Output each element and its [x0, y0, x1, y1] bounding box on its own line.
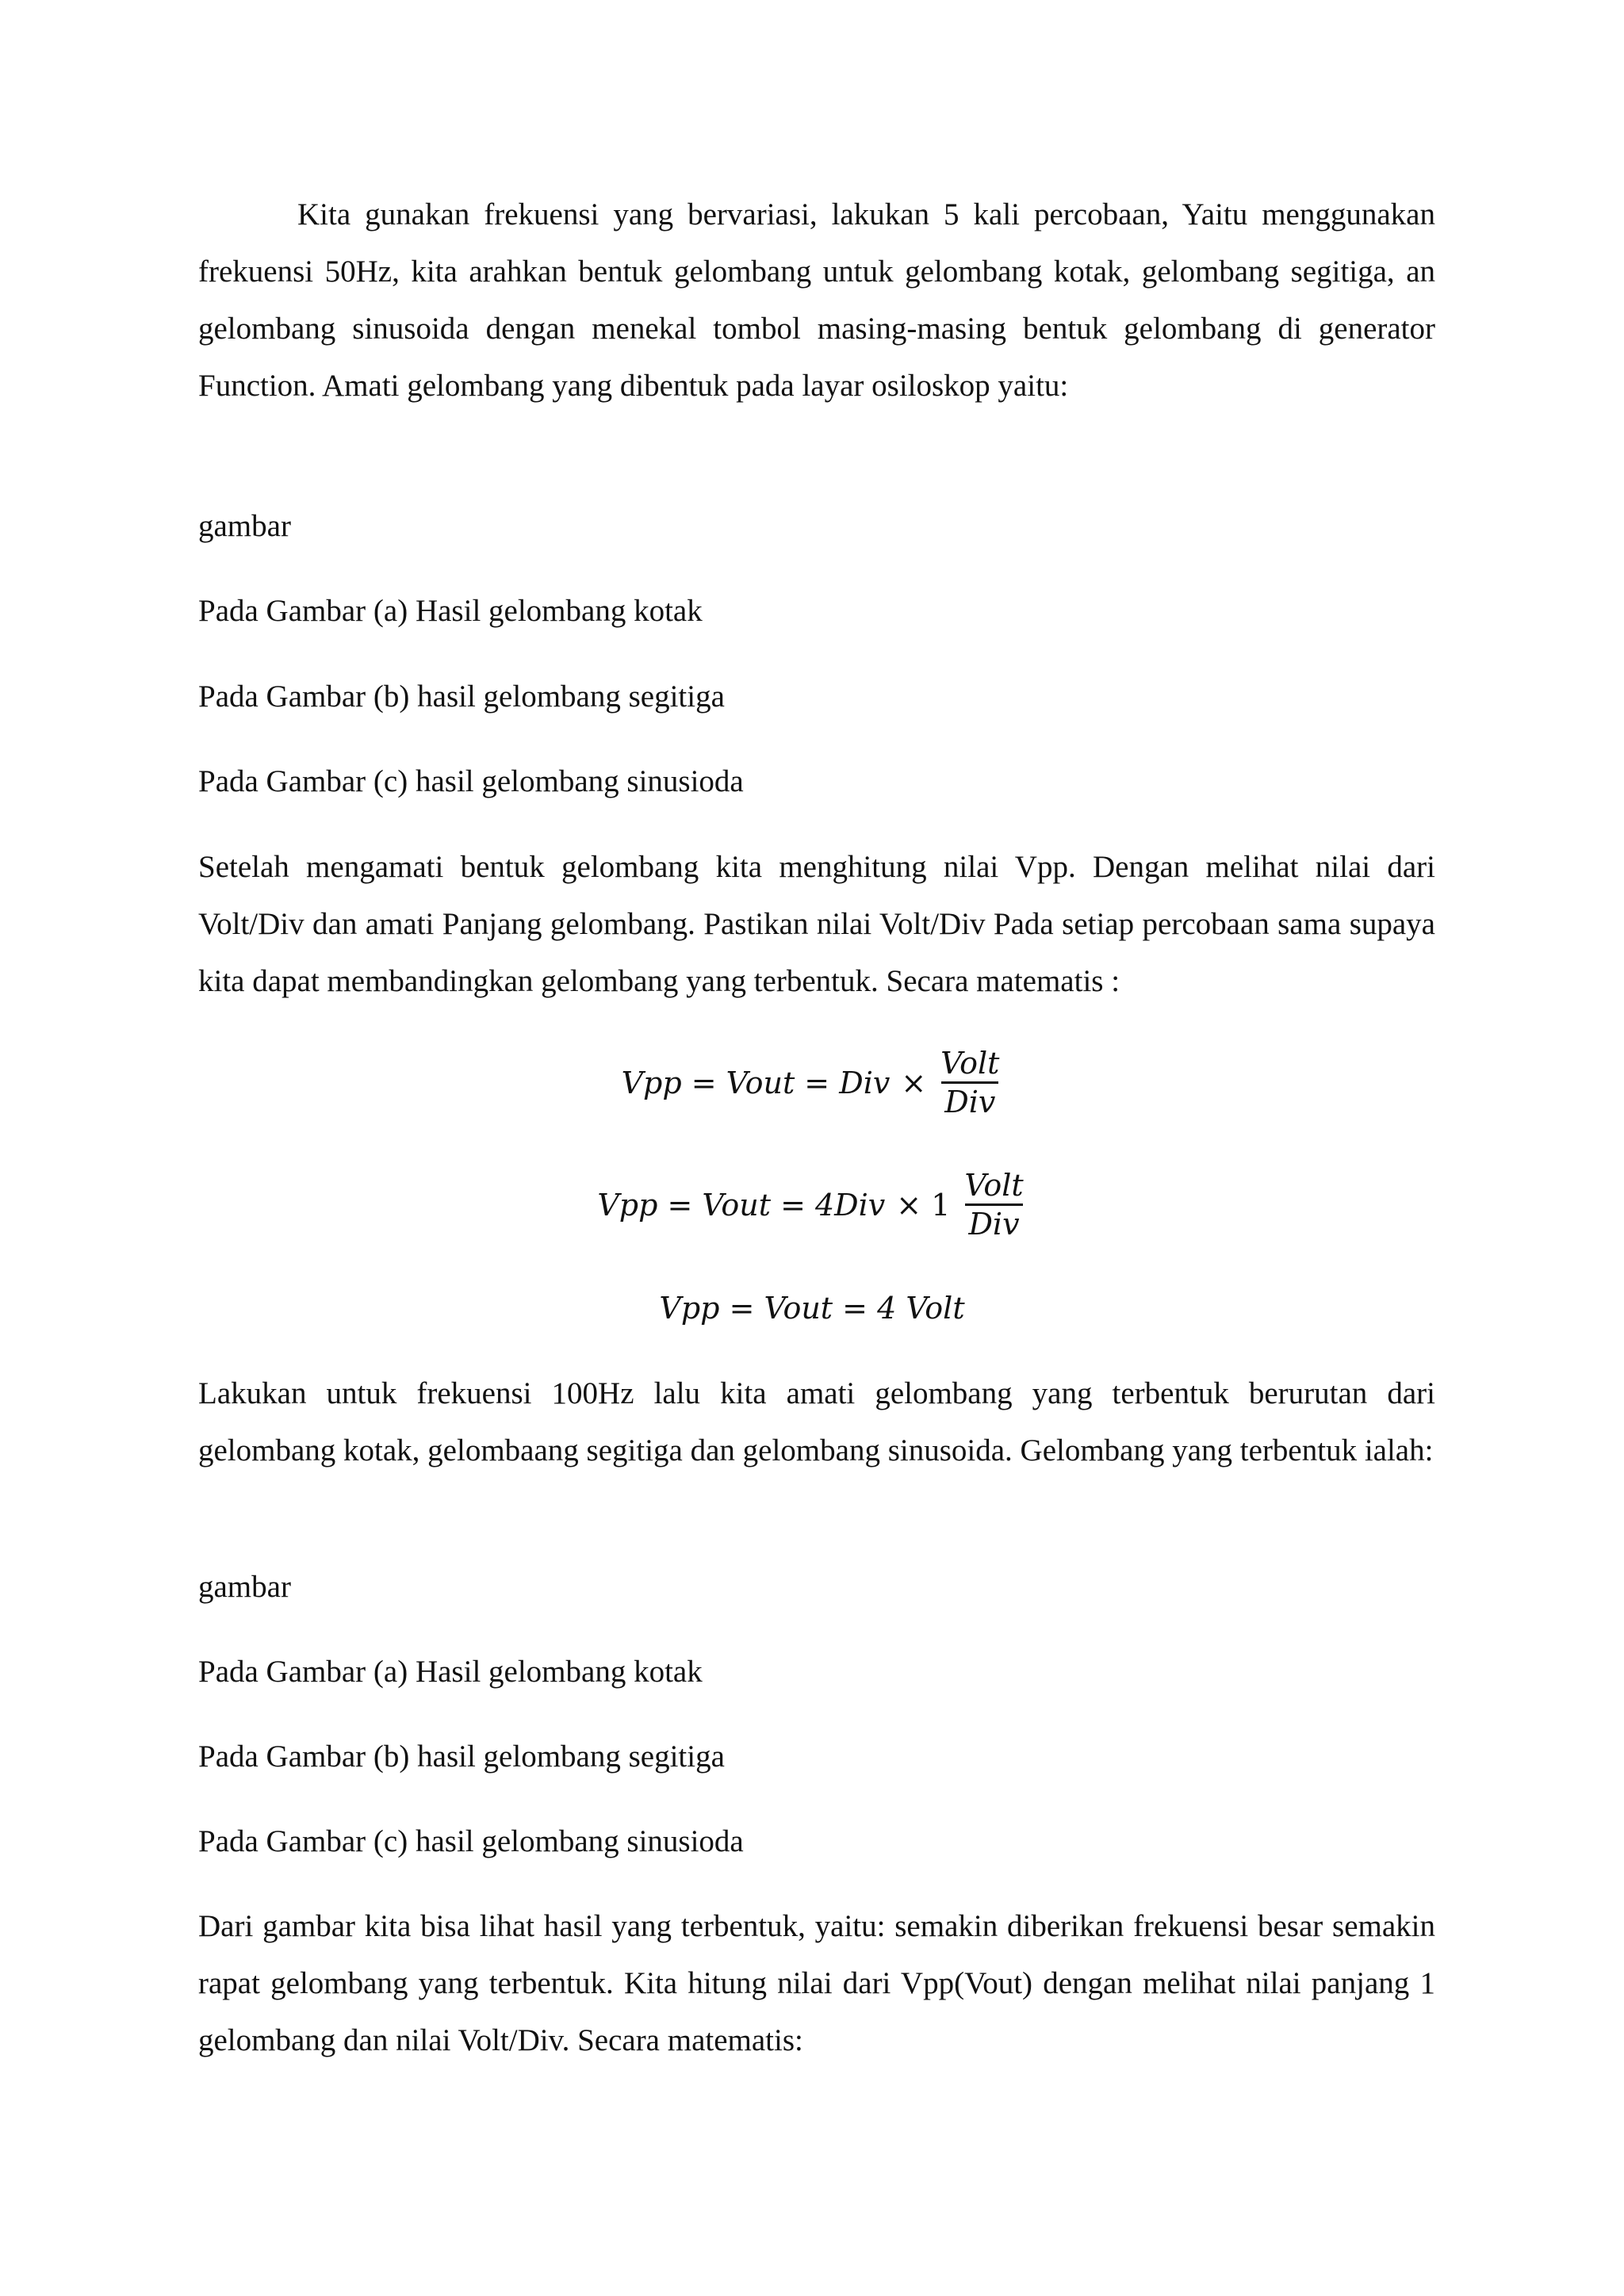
figure-caption-a	[198, 592, 1435, 630]
figure-caption-b	[198, 1738, 1435, 1776]
paragraph-intro	[198, 186, 1435, 415]
caption-text: Pada Gambar (a) Hasil gelombang kotak	[198, 594, 703, 628]
fraction-denominator: Div	[965, 1203, 1022, 1242]
caption-text: Pada Gambar (c) hasil gelombang sinusioda	[198, 764, 744, 798]
caption-text: Pada Gambar (c) hasil gelombang sinusioda	[198, 1824, 744, 1858]
paragraph-vpp	[198, 839, 1435, 1010]
figure-caption-a	[198, 1653, 1435, 1691]
equation-3	[0, 1291, 1624, 1326]
times-symbol: × 1	[896, 1187, 951, 1223]
equation-text: Vpp = Vout = 4 Volt	[659, 1291, 965, 1326]
figure-caption-c	[198, 1823, 1435, 1861]
paragraph-text: Dari gambar kita bisa lihat hasil yang terbentuk, yaitu: semakin diberikan frekuensi besar semakin rapat gelombang yang terbentuk. Kita hitung nilai dari Vpp(Vout) dengan melihat nilai panjang 1 gelombang dan nilai Volt/Div. Secara matematis:	[198, 1909, 1435, 2057]
paragraph-text: Kita gunakan frekuensi yang bervariasi, lakukan 5 kali percobaan, Yaitu menggunakan frekuensi 50Hz, kita arahkan bentuk gelombang untuk gelombang kotak, gelombang segitiga, an gelombang sinusoida dengan menekal tombol masing-masing bentuk gelombang di generator Function. Amati gelombang yang dibentuk pada layar osiloskop yaitu:	[198, 197, 1435, 403]
times-symbol: ×	[901, 1065, 927, 1100]
caption-text: Pada Gambar (a) Hasil gelombang kotak	[198, 1655, 703, 1689]
figure-caption-b	[198, 678, 1435, 716]
paragraph-text: Setelah mengamati bentuk gelombang kita menghitung nilai Vpp. Dengan melihat nilai dari Volt/Div dan amati Panjang gelombang. Pastikan nilai Volt/Div Pada setiap percobaan sama supaya kita dapat membandingkan gelombang yang terbentuk. Secara matematis :	[198, 850, 1435, 998]
caption-text: Pada Gambar (b) hasil gelombang segitiga	[198, 679, 725, 714]
equation-1	[0, 1045, 1624, 1120]
figure-placeholder	[198, 1568, 1435, 1606]
figure-placeholder-text: gambar	[198, 1570, 291, 1604]
figure-caption-c	[198, 763, 1435, 801]
caption-text: Pada Gambar (b) hasil gelombang segitiga	[198, 1739, 725, 1774]
equation-lhs: Vpp = Vout = 4Div	[597, 1187, 886, 1223]
fraction-numerator: Volt	[964, 1168, 1024, 1203]
equation-2	[0, 1167, 1624, 1242]
equation-lhs: Vpp = Vout = Div	[621, 1065, 891, 1100]
paragraph-conclusion	[198, 1898, 1435, 2069]
fraction	[937, 1045, 1002, 1120]
fraction	[961, 1167, 1026, 1242]
paragraph-text: Lakukan untuk frekuensi 100Hz lalu kita amati gelombang yang terbentuk berurutan dari gelombang kotak, gelombaang segitiga dan gelombang sinusoida. Gelombang yang terbentuk ialah:	[198, 1376, 1435, 1468]
fraction-numerator: Volt	[940, 1046, 1000, 1081]
paragraph-100hz	[198, 1365, 1435, 1479]
figure-placeholder	[198, 507, 1435, 545]
fraction-denominator: Div	[941, 1081, 998, 1120]
figure-placeholder-text: gambar	[198, 509, 291, 543]
